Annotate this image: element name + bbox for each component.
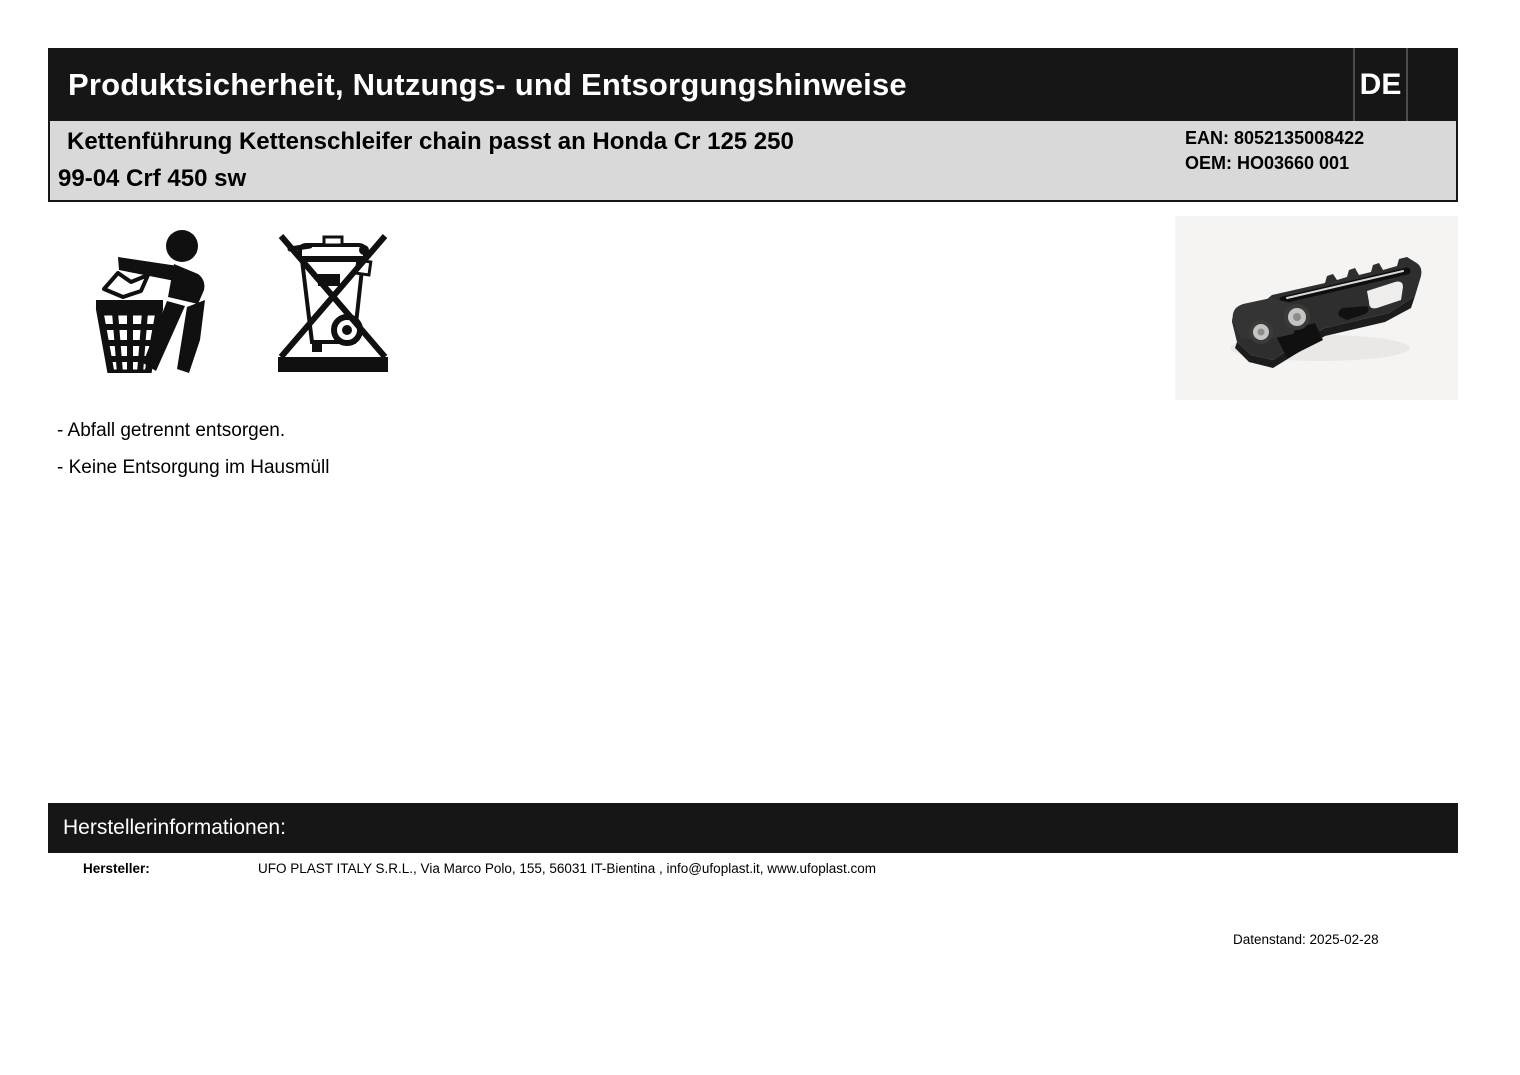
ean-code: EAN: 8052135008422 bbox=[1185, 128, 1365, 148]
manufacturer-label: Hersteller: bbox=[83, 861, 150, 876]
product-title-line2: 99-04 Crf 450 sw bbox=[58, 165, 247, 192]
manufacturer-value: UFO PLAST ITALY S.R.L., Via Marco Polo, 155, 56031 IT-Bientina , info@ufoplast.it, www.ufoplast.com bbox=[258, 861, 877, 876]
page-title: Produktsicherheit, Nutzungs- und Entsorgungshinweise bbox=[68, 66, 907, 102]
disposal-notes bbox=[57, 412, 329, 486]
data-status: Datenstand: 2025-02-28 bbox=[1233, 932, 1379, 947]
header-bar bbox=[48, 48, 1458, 121]
weee-crossed-out-bin-icon bbox=[278, 230, 388, 372]
manufacturer-section-title: Herstellerinformationen: bbox=[63, 816, 286, 839]
tidyman-icon bbox=[90, 228, 225, 373]
oem-code: OEM: HO03660 001 bbox=[1185, 153, 1350, 173]
product-codes bbox=[1185, 126, 1364, 176]
disposal-note: - Keine Entsorgung im Hausmüll bbox=[57, 457, 330, 478]
disposal-note: - Abfall getrennt entsorgen. bbox=[57, 420, 286, 441]
product-subtitle-bar bbox=[48, 121, 1458, 202]
product-photo bbox=[1175, 216, 1458, 400]
product-title-line1: Kettenführung Kettenschleifer chain passt an Honda Cr 125 250 bbox=[67, 128, 794, 155]
language-badge: DE bbox=[1353, 48, 1408, 121]
manufacturer-section-bar bbox=[48, 803, 1458, 853]
